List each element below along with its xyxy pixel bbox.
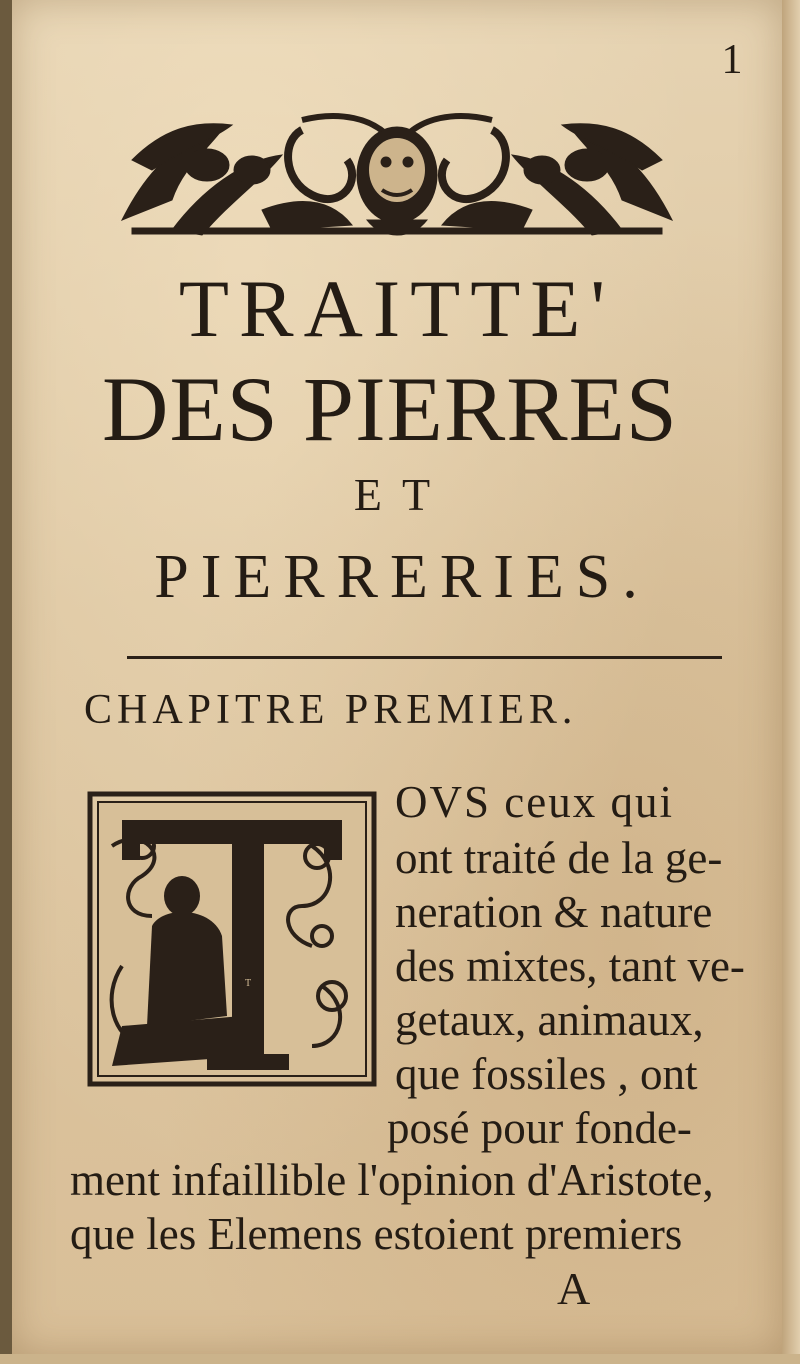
body-line-4: des mixtes, tant ve-	[395, 941, 745, 991]
title-line-2: DES PIERRES	[102, 358, 678, 460]
title-line-1: TRAITTE'	[178, 263, 616, 354]
body-line-3: neration & nature	[395, 887, 713, 937]
headpiece-ornament-icon	[112, 100, 682, 250]
book-page	[12, 0, 782, 1354]
body-line-8: ment infaillible l'opinion d'Aristote,	[70, 1155, 714, 1205]
body-line-7: posé pour fonde-	[387, 1103, 692, 1153]
page-number: 1	[721, 37, 743, 83]
title-line-3: ET	[353, 469, 451, 520]
body-line-2: ont traité de la ge-	[395, 833, 723, 883]
body-line-6: que fossiles , ont	[395, 1049, 698, 1099]
title-line-4: PIERRERIES.	[154, 543, 650, 611]
horizontal-rule	[127, 656, 722, 659]
chapter-heading: CHAPITRE PREMIER.	[84, 687, 578, 733]
signature-mark: A	[557, 1263, 591, 1314]
drop-cap-letter: T	[244, 978, 252, 989]
page-edge	[782, 0, 800, 1364]
drop-cap-initial-icon	[82, 786, 382, 1091]
page-bottom-edge	[0, 1354, 800, 1364]
body-line-9: que les Elemens estoient premiers	[70, 1209, 683, 1259]
body-line-5: getaux, animaux,	[395, 995, 704, 1045]
body-line-1: OVS ceux qui	[395, 777, 674, 827]
